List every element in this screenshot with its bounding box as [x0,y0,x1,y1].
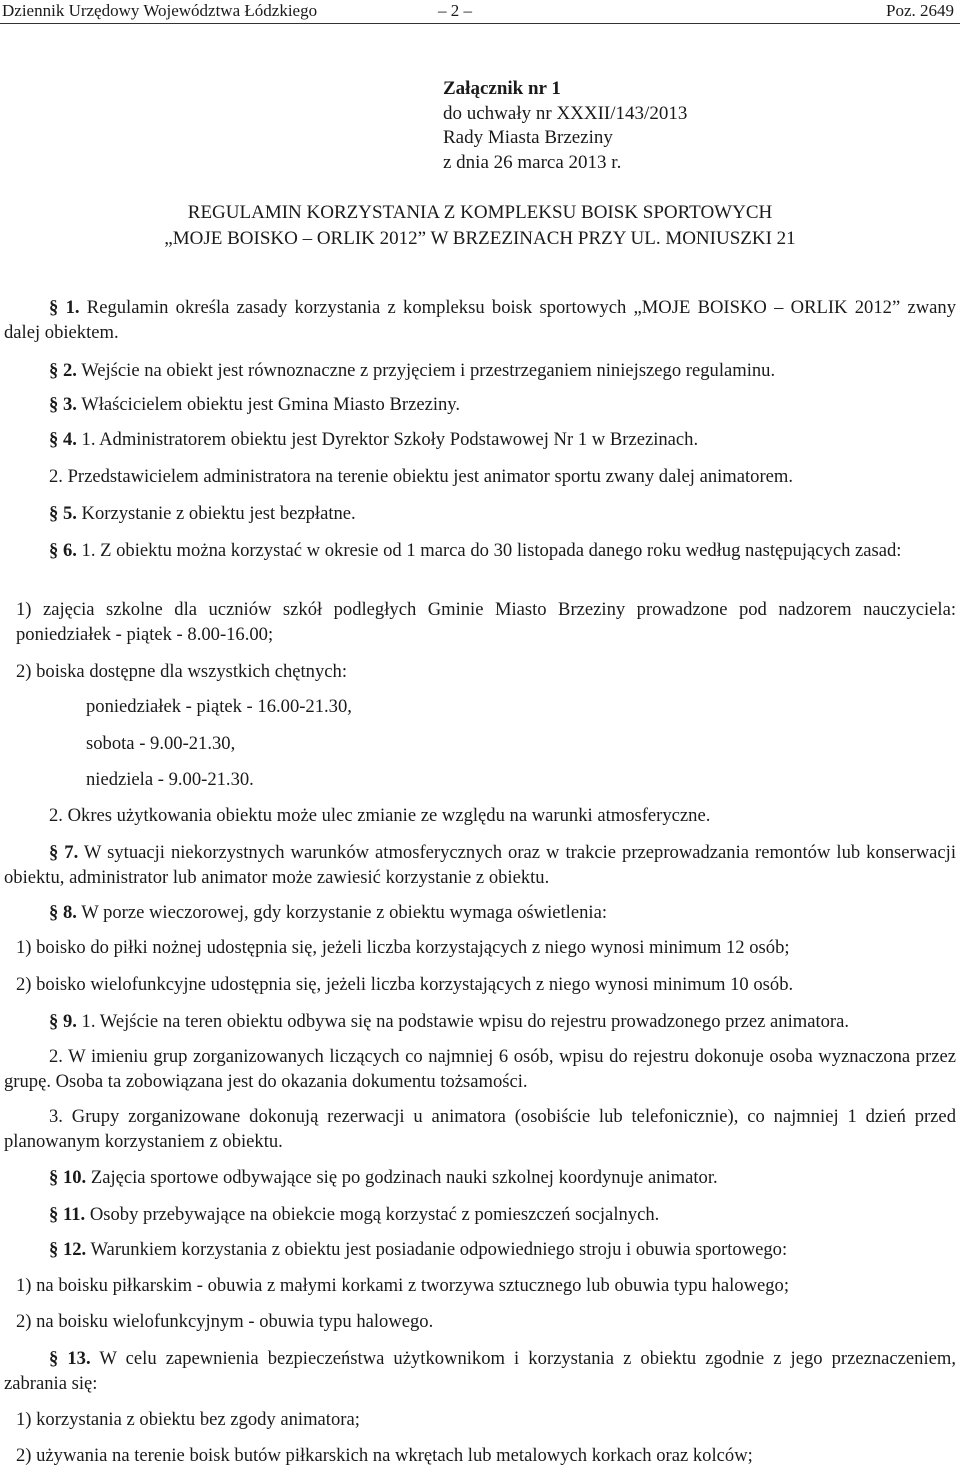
section-2-text: Wejście na obiekt jest równoznaczne z przyjęciem i przestrzeganiem niniejszego regulaminu. [76,360,776,381]
section-9-item-2: 2. W imieniu grup zorganizowanych liczących co najmniej 6 osób, wpisu do rejestru dokonuje osoba wyznaczona przez grupę. Osoba ta zobowiązana jest do okazania dokumentu tożsamości. [4,1046,956,1092]
annex-resolution: do uchwały nr XXXII/143/2013 [443,102,688,124]
section-8-number: § 8. [49,902,77,923]
section-10-text: Zajęcia sportowe odbywające się po godzinach nauki szkolnej koordynuje animator. [86,1167,718,1188]
section-5 [4,501,956,526]
page-header [0,0,960,24]
section-6-list-item-1: 1) zajęcia szkolne dla uczniów szkół podległych Gminie Miasto Brzeziny prowadzone pod nadzorem nauczyciela: poniedziałek - piątek - 8.00-16.00; [16,599,956,645]
section-4-text: 1. Administratorem obiektu jest Dyrektor Szkoły Podstawowej Nr 1 w Brzezinach. [76,429,699,450]
section-4 [4,427,956,452]
position-number: Poz. 2649 [886,1,954,20]
schedule-sunday: niedziela - 9.00-21.30. [86,769,254,790]
section-6-item-2: 2. Okres użytkowania obiektu może ulec zmianie ze względu na warunki atmosferyczne. [49,805,711,826]
section-12-text: Warunkiem korzystania z obiektu jest posiadanie odpowiedniego stroju i obuwia sportowego: [86,1239,788,1260]
section-9-number: § 9. [49,1011,77,1032]
section-12-number: § 12. [49,1239,87,1260]
section-5-text: Korzystanie z obiektu jest bezpłatne. [76,503,356,524]
section-6-list-item-2: 2) boiska dostępne dla wszystkich chętnych: [16,661,347,682]
section-8 [4,900,956,925]
section-13-number: § 13. [49,1348,91,1369]
section-13 [4,1346,956,1396]
section-12 [4,1237,956,1262]
annex-block [443,77,687,175]
section-10-number: § 10. [49,1167,87,1188]
section-1-number: § 1. [49,297,80,318]
section-5-number: § 5. [49,503,77,524]
section-2-number: § 2. [49,360,77,381]
section-9 [4,1009,956,1034]
section-11 [4,1202,956,1227]
section-3 [4,392,956,417]
annex-title: Załącznik nr 1 [443,78,561,99]
section-1 [4,295,956,345]
document-title-line2: „MOJE BOISKO – ORLIK 2012” W BRZEZINACH PRZY UL. MONIUSZKI 21 [164,228,796,249]
section-9-text: 1. Wejście na teren obiektu odbywa się na podstawie wpisu do rejestru prowadzonego przez animatora. [76,1011,850,1032]
annex-date: z dnia 26 marca 2013 r. [443,151,622,173]
section-11-text: Osoby przebywające na obiekcie mogą korzystać z pomieszczeń socjalnych. [85,1204,660,1225]
document-title-line1: REGULAMIN KORZYSTANIA Z KOMPLEKSU BOISK SPORTOWYCH [187,202,773,223]
section-13-text: W celu zapewnienia bezpieczeństwa użytkownikom i korzystania z obiektu zgodnie z jego przeznaczeniem, zabrania się: [4,1348,956,1394]
section-7-text: W sytuacji niekorzystnych warunków atmosferycznych oraz w trakcie przeprowadzania remontów lub konserwacji obiektu, administrator lub animator może zawiesić korzystanie z obiektu. [4,842,957,888]
section-8-list-item-2: 2) boisko wielofunkcyjne udostępnia się, jeżeli liczba korzystających z niego wynosi minimum 10 osób. [16,974,794,995]
section-10 [4,1165,956,1190]
section-7-number: § 7. [49,842,79,863]
section-12-list-item-1: 1) na boisku piłkarskim - obuwia z małymi korkami z tworzywa sztucznego lub obuwia typu halowego; [16,1275,790,1296]
header-divider [0,23,960,24]
journal-name: Dziennik Urzędowy Województwa Łódzkiego [2,1,318,20]
schedule-saturday: sobota - 9.00-21.30, [86,733,236,754]
page-number: – 2 – [438,1,472,20]
section-3-number: § 3. [49,394,77,415]
schedule-weekdays: poniedziałek - piątek - 16.00-21.30, [86,696,352,717]
section-13-list-item-1: 1) korzystania z obiektu bez zgody animatora; [16,1409,360,1430]
section-8-list-item-1: 1) boisko do piłki nożnej udostępnia się, jeżeli liczba korzystających z niego wynosi minimum 12 osób; [16,937,790,958]
section-4-number: § 4. [49,429,77,450]
section-2 [4,358,956,383]
section-6 [4,538,956,563]
section-11-number: § 11. [49,1204,86,1225]
section-6-text: 1. Z obiektu można korzystać w okresie od 1 marca do 30 listopada danego roku według następujących zasad: [76,540,902,561]
section-3-text: Właścicielem obiektu jest Gmina Miasto Brzeziny. [76,394,461,415]
section-1-text: Regulamin określa zasady korzystania z kompleksu boisk sportowych „MOJE BOISKO – ORLIK 2012” zwany dalej obiektem. [4,297,956,343]
section-7 [4,840,956,890]
section-4-item-2: 2. Przedstawicielem administratora na terenie obiektu jest animator sportu zwany dalej animatorem. [49,466,794,487]
annex-council: Rady Miasta Brzeziny [443,127,613,148]
section-6-number: § 6. [49,540,77,561]
section-9-item-3: 3. Grupy zorganizowane dokonują rezerwacji u animatora (osobiście lub telefonicznie), co najmniej 1 dzień przed planowanym korzystaniem z obiektu. [4,1106,956,1152]
section-13-list-item-2: 2) używania na terenie boisk butów piłkarskich na wkrętach lub metalowych korkach oraz kolców; [16,1445,753,1466]
section-8-text: W porze wieczorowej, gdy korzystanie z obiektu wymaga oświetlenia: [76,902,607,923]
section-12-list-item-2: 2) na boisku wielofunkcyjnym - obuwia typu halowego. [16,1311,434,1332]
